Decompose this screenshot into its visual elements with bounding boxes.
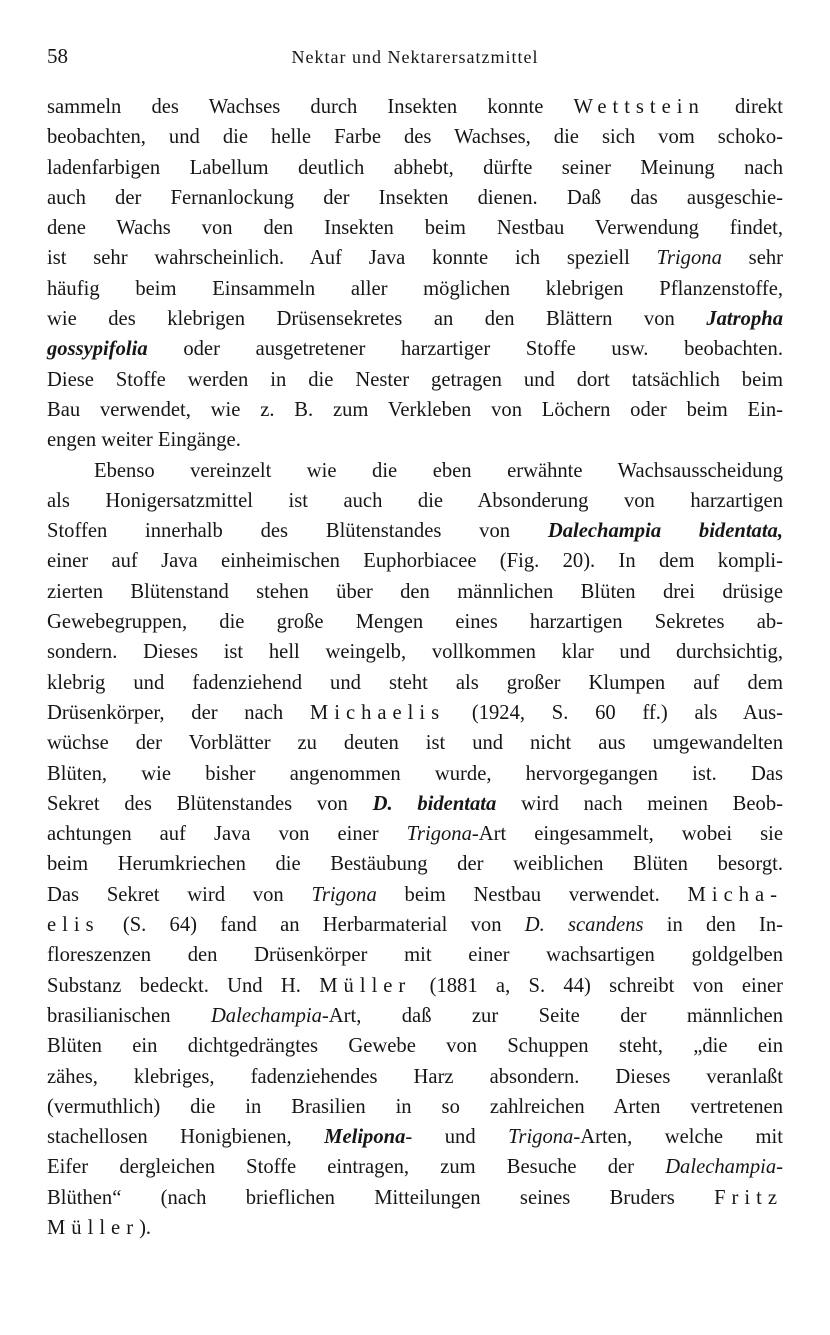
text-line — [47, 1062, 783, 1092]
text-line — [47, 728, 783, 758]
text-run: direkt — [704, 96, 784, 118]
text-run: (vermuthlich) die in Brasilien in so zahlreichen Arten vertretenen — [47, 1095, 783, 1118]
italic-term: D. bidentata — [372, 792, 497, 815]
italic-term: Trigona — [508, 1126, 574, 1149]
spaced-name: elis — [47, 914, 100, 937]
text-line — [47, 395, 783, 425]
text-line — [47, 274, 783, 304]
text-line — [47, 577, 783, 607]
text-line — [47, 1001, 783, 1031]
text-line — [47, 910, 783, 940]
text-run: Gewebegruppen, die große Mengen eines harzartigen Sekretes ab- — [47, 611, 783, 634]
text-line — [47, 849, 783, 879]
text-run: häufig beim Einsammeln aller möglichen klebrigen Pflanzenstoffe, — [47, 277, 783, 300]
text-run: floreszenzen den Drüsenkörper mit einer wachsartigen goldgelben — [47, 944, 783, 967]
text-line — [47, 1031, 783, 1061]
text-run: ). — [139, 1216, 152, 1239]
text-run: (S. 64) fand an Herbarmaterial von — [99, 914, 525, 937]
text-line — [47, 183, 783, 213]
text-line — [47, 334, 783, 364]
text-run: Sekret des Blütenstandes von — [47, 792, 373, 815]
text-line — [47, 637, 783, 667]
text-run: Eifer dergleichen Stoffe eintragen, zum Besuche der — [47, 1156, 666, 1179]
text-line — [47, 1122, 783, 1152]
text-line — [47, 365, 783, 395]
text-run: in den In- — [643, 914, 783, 937]
text-line — [47, 759, 783, 789]
text-run: oder ausgetretener harzartiger Stoffe usw. beobachten. — [147, 338, 783, 361]
text-run: -Arten, welche mit — [573, 1126, 783, 1149]
text-run: beim Nestbau verwendet. — [376, 883, 688, 906]
text-run: Blüten ein dichtgedrängtes Gewebe von Schuppen steht, „die ein — [47, 1035, 783, 1058]
spaced-name: Micha- — [687, 883, 784, 906]
italic-term: Trigona — [406, 823, 472, 846]
text-line — [47, 940, 783, 970]
text-run: sondern. Dieses ist hell weingelb, vollkommen klar und durchsichtig, — [47, 641, 783, 664]
text-run: dene Wachs von den Insekten beim Nestbau Verwendung findet, — [47, 217, 783, 240]
italic-term: Trigona — [311, 883, 377, 906]
text-line — [47, 213, 783, 243]
text-run: zierten Blütenstand stehen über den männlichen Blüten drei drüsige — [47, 580, 783, 603]
text-line — [47, 486, 783, 516]
text-run: ist sehr wahrscheinlich. Auf Java konnte ich speziell — [47, 247, 657, 270]
text-line — [47, 304, 783, 334]
text-line — [47, 698, 783, 728]
text-line — [47, 243, 783, 273]
text-run: Blüthen“ (nach brieflichen Mitteilungen seines Bruders — [47, 1186, 715, 1209]
text-line — [47, 607, 783, 637]
text-line — [47, 153, 783, 183]
text-run: auch der Fernanlockung der Insekten dienen. Daß das ausgeschie- — [47, 186, 783, 209]
spaced-name: Fritz — [714, 1186, 783, 1209]
text-line — [47, 789, 783, 819]
text-run: zähes, klebriges, fadenziehendes Harz absondern. Dieses veranlaßt — [47, 1065, 783, 1088]
text-run: beobachten, und die helle Farbe des Wachses, die sich vom schoko- — [47, 126, 783, 149]
italic-term: gossypifolia — [47, 338, 148, 361]
text-line — [47, 546, 783, 576]
text-run: Stoffen innerhalb des Blütenstandes von — [47, 520, 548, 543]
running-title: Nektar und Nektarersatzmittel — [291, 47, 539, 67]
text-run: sammeln des Wachses durch Insekten konnte — [47, 96, 574, 118]
italic-term: Dalechampia — [210, 1004, 322, 1027]
italic-term: Dalechampia bidentata, — [547, 520, 783, 543]
text-run: -Art, daß zur Seite der männlichen — [321, 1004, 783, 1027]
text-run: beim Herumkriechen die Bestäubung der weiblichen Blüten besorgt. — [47, 853, 783, 876]
text-run: ladenfarbigen Labellum deutlich abhebt, dürfte seiner Meinung nach — [47, 156, 783, 179]
text-run: achtungen auf Java von einer — [47, 823, 407, 846]
text-run: -Art eingesammelt, wobei sie — [471, 823, 783, 846]
text-run: Bau verwendet, wie z. B. zum Verkleben von Löchern oder beim Ein- — [47, 398, 783, 421]
text-line — [47, 456, 783, 486]
text-line — [47, 122, 783, 152]
text-line — [47, 1183, 783, 1213]
text-run: Substanz bedeckt. Und H. — [47, 974, 320, 997]
page-number: 58 — [47, 44, 68, 68]
text-run: wird nach meinen Beob- — [496, 792, 783, 815]
italic-term: Melipona — [324, 1126, 406, 1149]
text-run: - und — [405, 1126, 509, 1149]
text-run: klebrig und fadenziehend und steht als großer Klumpen auf dem — [47, 671, 783, 694]
text-line — [47, 92, 783, 122]
text-line — [47, 425, 783, 455]
text-line — [47, 668, 783, 698]
italic-term: D. scandens — [524, 914, 644, 937]
body-text — [47, 92, 783, 1243]
text-run: Das Sekret wird von — [47, 883, 312, 906]
text-run: sehr — [721, 247, 783, 270]
text-run: engen weiter Eingänge. — [47, 429, 241, 452]
spaced-name: Müller — [47, 1216, 140, 1239]
text-line — [47, 1152, 783, 1182]
text-run: Ebenso vereinzelt wie die eben erwähnte Wachsausscheidung — [94, 459, 783, 482]
italic-term: Dalechampia — [665, 1156, 777, 1179]
text-run: (1881 a, S. 44) schreibt von einer — [411, 974, 784, 997]
text-line — [47, 880, 783, 910]
text-line — [47, 1092, 783, 1122]
text-run: Diese Stoffe werden in die Nester getragen und dort tatsächlich beim — [47, 368, 783, 391]
text-run: wie des klebrigen Drüsensekretes an den Blättern von — [47, 308, 707, 331]
text-run: (1924, S. 60 ff.) als Aus- — [445, 701, 783, 724]
text-line — [47, 516, 783, 546]
italic-term: Jatropha — [706, 308, 783, 331]
spaced-name: Wettstein — [573, 96, 705, 118]
italic-term: Trigona — [656, 247, 722, 270]
text-run: - — [776, 1156, 783, 1179]
text-run: einer auf Java einheimischen Euphorbiacee (Fig. 20). In dem kompli- — [47, 550, 783, 573]
text-line — [47, 819, 783, 849]
running-header — [47, 44, 783, 74]
text-line — [47, 971, 783, 1001]
text-run: Drüsenkörper, der nach — [47, 701, 310, 724]
text-run: als Honigersatzmittel ist auch die Absonderung von harzartigen — [47, 489, 783, 512]
text-run: Blüten, wie bisher angenommen wurde, hervorgegangen ist. Das — [47, 762, 783, 785]
text-run: stachellosen Honigbienen, — [47, 1126, 325, 1149]
spaced-name: Michaelis — [309, 701, 446, 724]
text-line — [47, 1213, 783, 1243]
text-run: brasilianischen — [47, 1004, 211, 1027]
spaced-name: Müller — [319, 974, 412, 997]
text-run: wüchse der Vorblätter zu deuten ist und nicht aus umgewandelten — [47, 732, 783, 755]
